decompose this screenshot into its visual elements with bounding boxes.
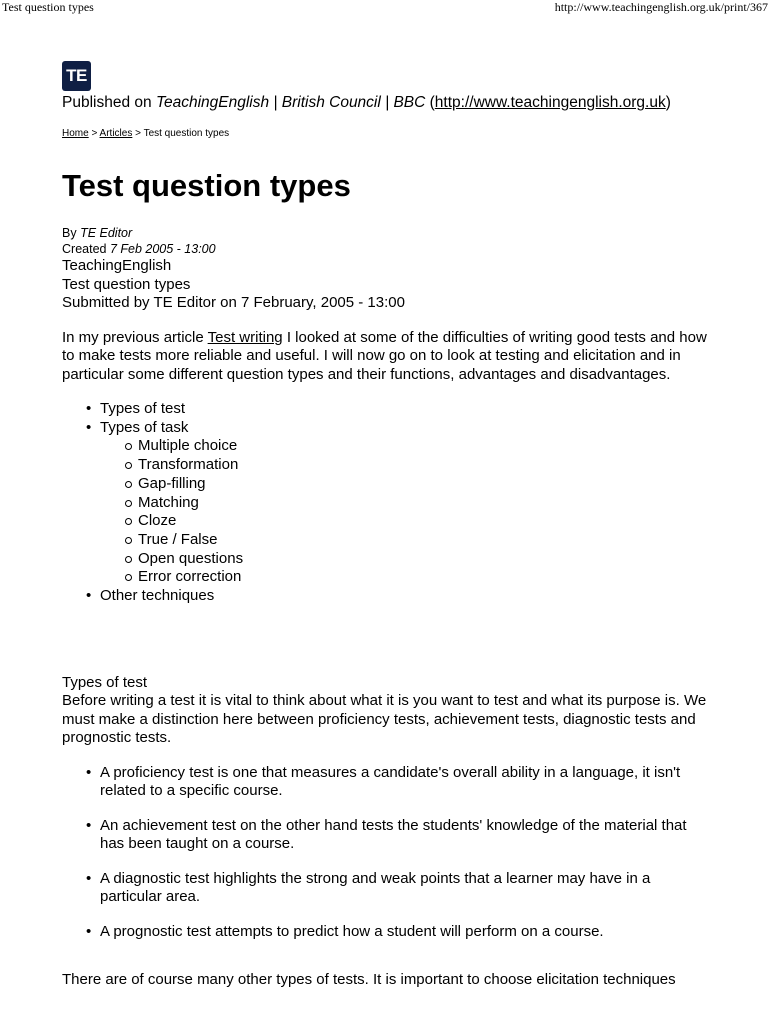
intro-text-before: In my previous article: [62, 328, 208, 346]
author-name: TE Editor: [80, 226, 133, 240]
published-site: TeachingEnglish | British Council | BBC: [155, 94, 426, 111]
author-line: [62, 226, 712, 242]
intro-text-after: I looked at some of the difficulties of writing good tests and how to make tests more reliable and useful. I will now go on to look at testing and elicitation and in particular some different question types and their functions, advantages and disadvantages.: [62, 328, 707, 383]
types-of-test-section: [62, 674, 712, 748]
print-header: [0, 0, 768, 16]
test-writing-link[interactable]: Test writing: [207, 328, 283, 346]
list-item: Cloze: [138, 512, 712, 531]
list-item: Multiple choice: [138, 437, 712, 456]
intro-paragraph: [62, 329, 712, 385]
created-date: 7 Feb 2005 - 13:00: [109, 241, 216, 256]
section-heading: Types of test: [62, 673, 148, 691]
site-name: TeachingEnglish: [62, 257, 172, 274]
section-body: Before writing a test it is vital to think about what it is you want to test and what its purpose is. We must make a distinction here between proficiency tests, achievement tests, diagnostic tests and prognostic tests.: [62, 692, 707, 747]
outro-paragraph: There are of course many other types of tests. It is important to choose elicitation techniques: [62, 971, 676, 989]
list-item: • Types of test: [100, 400, 712, 419]
article-info: [62, 257, 712, 313]
list-item: [100, 419, 712, 587]
te-logo: TE: [62, 61, 91, 91]
breadcrumb-current: Test question types: [143, 128, 230, 139]
list-item: Gap-filling: [138, 475, 712, 494]
article-page: [62, 61, 712, 990]
print-page-title: Test question types: [2, 0, 94, 14]
article-name: Test question types: [62, 275, 191, 293]
page-title: Test question types: [62, 168, 351, 203]
created-line: [62, 242, 712, 258]
published-paren-open: (: [425, 94, 435, 111]
breadcrumb-separator: >: [132, 128, 144, 139]
list-item: True / False: [138, 531, 712, 550]
print-page-url: http://www.teachingenglish.org.uk/print/367: [554, 0, 768, 14]
published-prefix: Published on: [62, 94, 156, 111]
table-of-contents: [62, 400, 712, 606]
article-meta: [62, 226, 712, 257]
list-item: • A prognostic test attempts to predict how a student will perform on a course.: [100, 923, 712, 942]
list-item: • A proficiency test is one that measures a candidate's overall ability in a language, it isn't related to a specific course.: [100, 764, 712, 801]
site-link[interactable]: http://www.teachingenglish.org.uk: [434, 94, 666, 111]
by-label: By: [62, 226, 81, 240]
list-item: • A diagnostic test highlights the strong and weak points that a learner may have in a particular area.: [100, 870, 712, 907]
created-label: Created: [62, 241, 110, 256]
list-item: Transformation: [138, 456, 712, 475]
test-types-list: [62, 764, 712, 942]
list-item: • An achievement test on the other hand tests the students' knowledge of the material that has been taught on a course.: [100, 817, 712, 854]
breadcrumb-home-link[interactable]: Home: [62, 128, 89, 139]
list-item: Error correction: [138, 568, 712, 587]
list-item: Matching: [138, 494, 712, 513]
breadcrumb-articles-link[interactable]: Articles: [99, 128, 133, 139]
published-on: [62, 93, 712, 113]
published-paren-close: ): [665, 94, 671, 111]
task-types-list: [100, 437, 712, 587]
breadcrumb: [62, 127, 712, 140]
submitted-line: Submitted by TE Editor on 7 February, 2005 - 13:00: [62, 294, 405, 311]
list-item: Open questions: [138, 550, 712, 569]
list-item-label: Types of task: [100, 418, 189, 436]
breadcrumb-separator: >: [88, 128, 100, 139]
list-item: • Other techniques: [100, 587, 712, 606]
